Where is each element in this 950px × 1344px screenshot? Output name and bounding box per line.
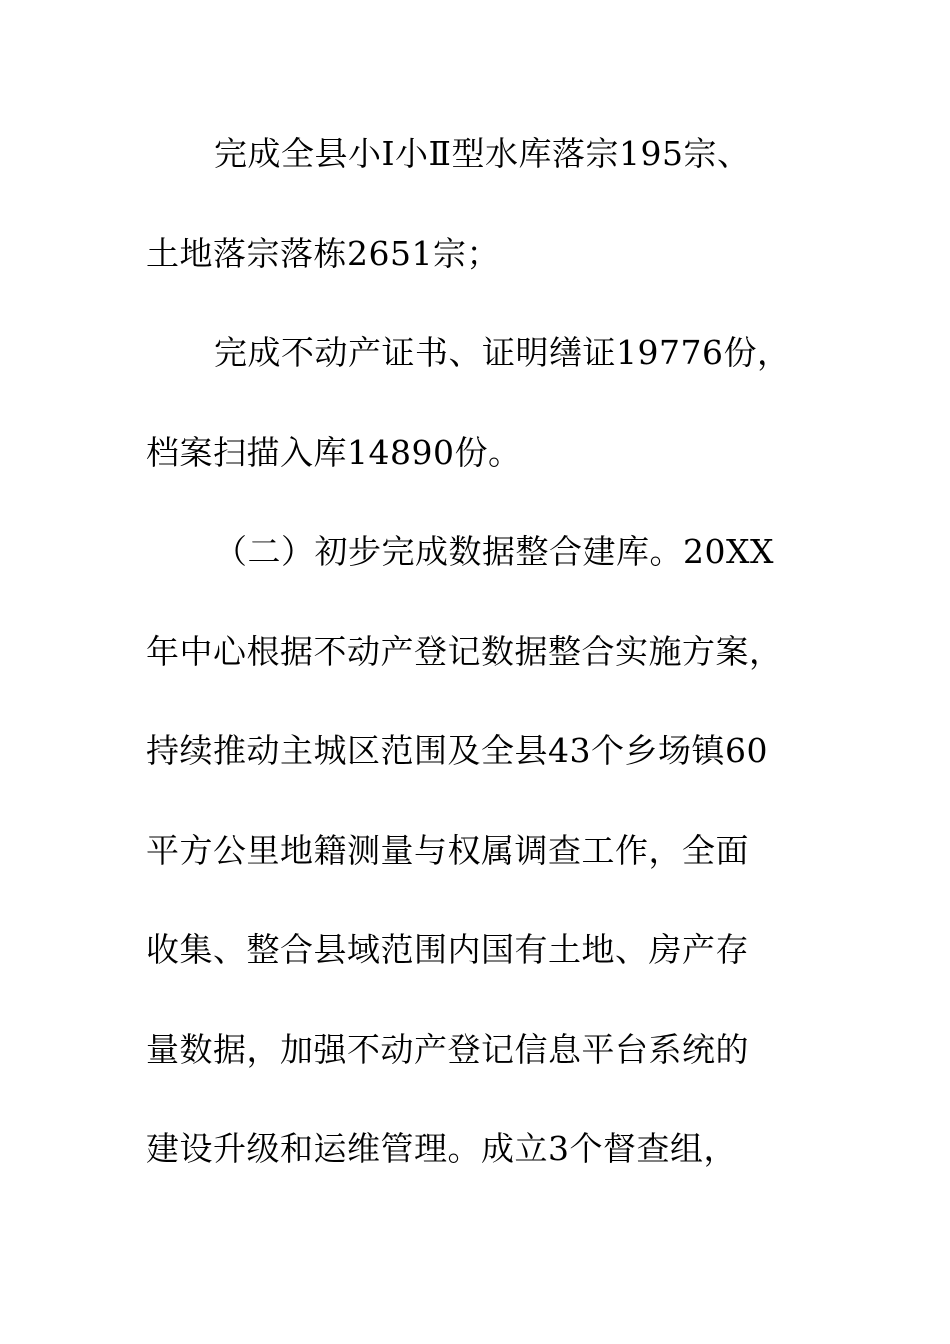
paragraph-3-line-2: 年中心根据不动产登记数据整合实施方案， xyxy=(146,632,783,671)
paragraph-2-line-1: 完成不动产证书、证明缮证19776份， xyxy=(214,333,791,372)
paragraph-3-line-5: 收集、整合县域范围内国有土地、房产存 xyxy=(146,930,749,969)
paragraph-3-line-6: 量数据，加强不动产登记信息平台系统的 xyxy=(146,1030,749,1069)
paragraph-2-line-2: 档案扫描入库14890份。 xyxy=(146,433,522,472)
paragraph-3-line-3: 持续推动主城区范围及全县43个乡场镇60 xyxy=(146,731,768,770)
paragraph-1-line-2: 土地落宗落栋2651宗； xyxy=(146,234,500,273)
paragraph-3-line-7: 建设升级和运维管理。成立3个督查组， xyxy=(146,1129,737,1168)
section-heading-line: （二）初步完成数据整合建库。20XX xyxy=(214,532,774,571)
paragraph-1-line-1: 完成全县小Ⅰ小Ⅱ型水库落宗195宗、 xyxy=(214,134,751,173)
paragraph-3-line-4: 平方公里地籍测量与权属调查工作，全面 xyxy=(146,831,749,870)
